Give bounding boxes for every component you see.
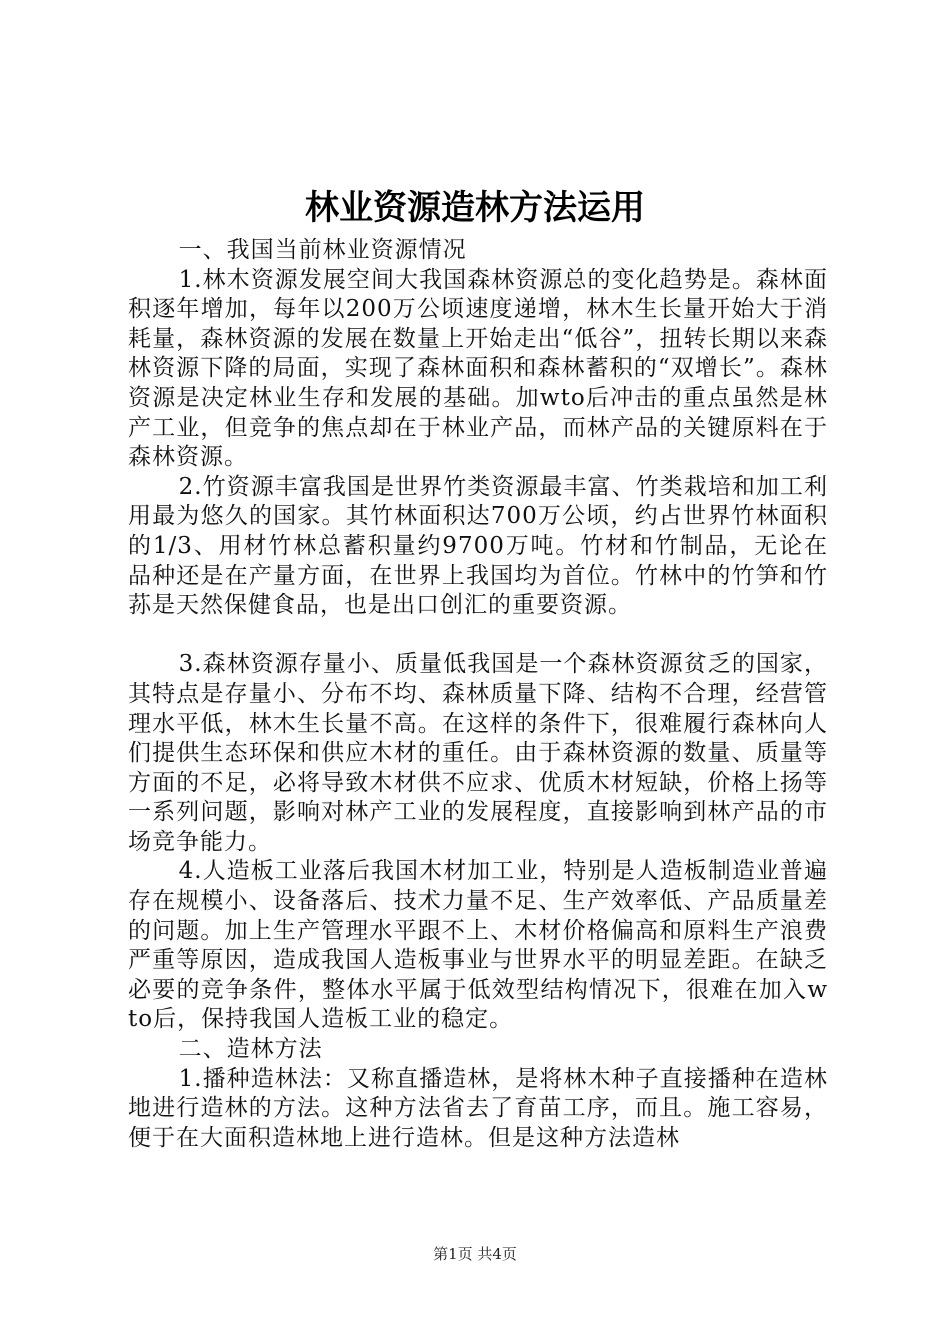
section-heading-1: 一、我国当前林业资源情况 <box>178 237 467 263</box>
document-title: 林业资源造林方法运用 <box>305 188 645 228</box>
document-body <box>128 236 828 1153</box>
page-number-footer: 第1页 共4页 <box>433 1245 517 1263</box>
paragraph-wood-panel-industry: 4.人造板工业落后我国木材加工业，特别是人造板制造业普遍存在规模小、设备落后、技术力量不足、生产效率低、产品质量差的问题。加上生产管理水平跟不上、木材价格偏高和原料生产浪费严重等原因，造成我国人造板事业与世界水平的明显差距。在缺乏必要的竞争条件，整体水平属于低效型结构情况下，很难在加入wto后，保持我国人造板工业的稳定。 <box>128 858 828 1033</box>
paragraph-forest-resources: 1.林木资源发展空间大我国森林资源总的变化趋势是。森林面积逐年增加，每年以200万公顷速度递增，林木生长量开始大于消耗量，森林资源的发展在数量上开始走出“低谷”，扭转长期以来森林资源下降的局面，实现了森林面积和森林蓄积的“双增长”。森林资源是决定林业生存和发展的基础。加wto后冲击的重点虽然是林产工业，但竞争的焦点却在于林业产品，而林产品的关键原料在于森林资源。 <box>128 266 828 471</box>
paragraph-bamboo-resources: 2.竹资源丰富我国是世界竹类资源最丰富、竹类栽培和加工利用最为悠久的国家。其竹林面积达700万公顷，约占世界竹林面积的1/3、用材竹林总蓄积量约9700万吨。竹材和竹制品，无论在品种还是在产量方面，在世界上我国均为首位。竹林中的竹笋和竹荪是天然保健食品，也是出口创汇的重要资源。 <box>128 473 828 619</box>
section-heading-2: 二、造林方法 <box>178 1036 323 1063</box>
paragraph-low-stock: 3.森林资源存量小、质量低我国是一个森林资源贫乏的国家，其特点是存量小、分布不均、森林质量下降、结构不合理，经营管理水平低，林木生长量不高。在这样的条件下，很难履行森林向人们提供生态环保和供应木材的重任。由于森林资源的数量、质量等方面的不足，必将导致木材供不应求、优质木材短缺，价格上扬等一系列问题，影响对林产工业的发展程度，直接影响到林产品的市场竞争能力。 <box>128 651 828 855</box>
paragraph-seeding-method: 1.播种造林法：又称直播造林，是将林木种子直接播种在造林地进行造林的方法。这种方法省去了育苗工序，而且。施工容易，便于在大面积造林地上进行造林。但是这种方法造林 <box>128 1065 828 1151</box>
